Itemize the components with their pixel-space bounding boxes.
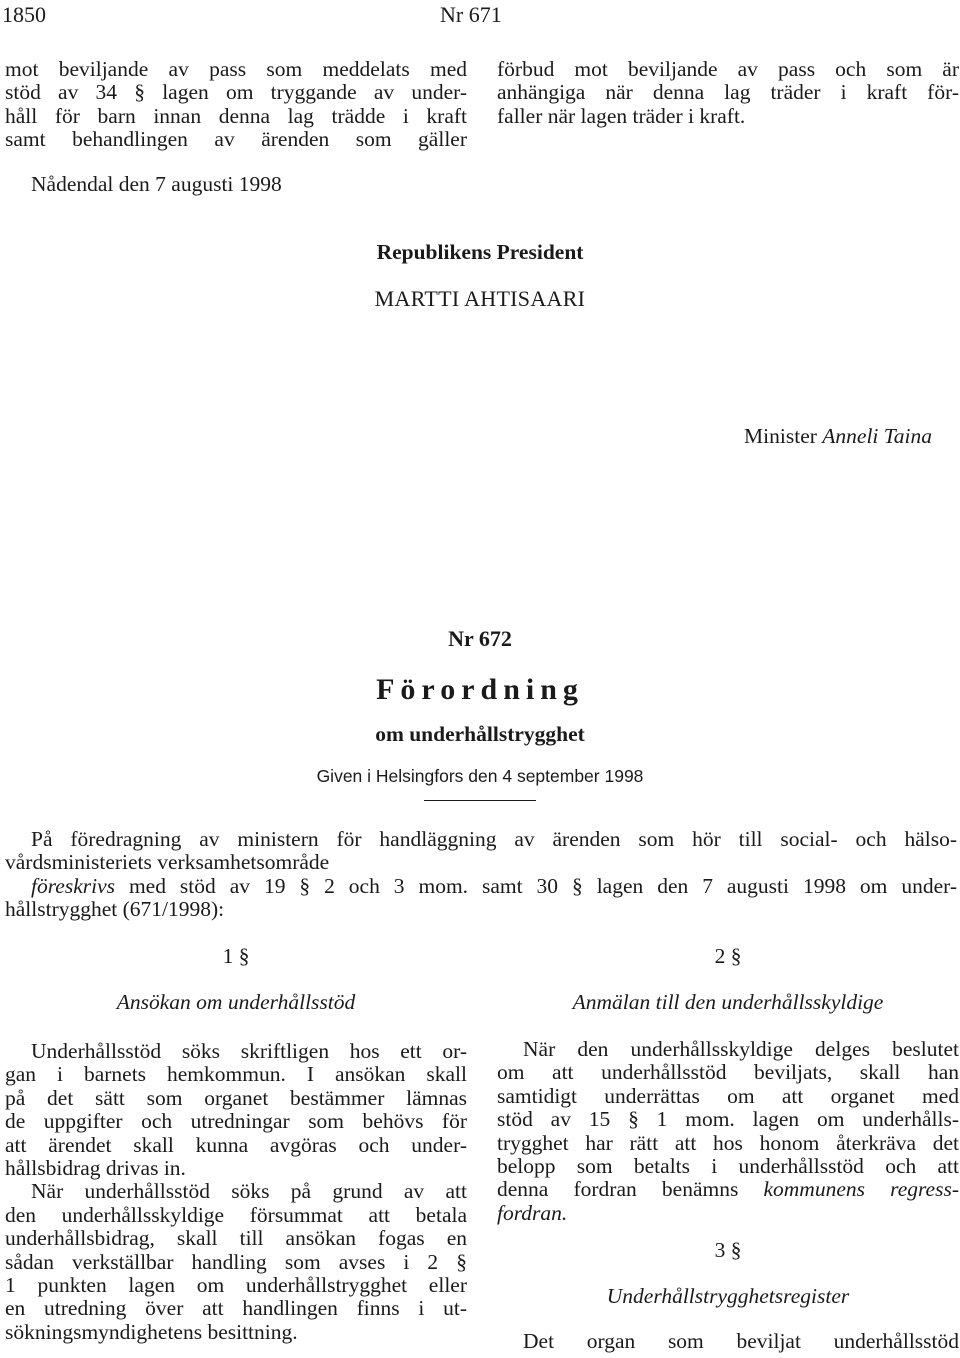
text-line: faller när lagen träder i kraft. [497, 103, 746, 128]
text-line: de uppgifter och utredningar som behövs för [5, 1109, 467, 1134]
preamble-rest: med stöd av 19 § 2 och 3 mom. samt 30 § lagen den 7 augusti 1998 om under- [115, 873, 957, 898]
text-span: denna fordran benämns [497, 1177, 764, 1202]
section-3-body [497, 1330, 959, 1353]
decree-type: Förordning [376, 673, 584, 706]
preamble-line [5, 875, 957, 898]
section-3-label: 3 § [714, 1238, 742, 1262]
text-line: Det organ som beviljat underhållsstöd [523, 1329, 959, 1353]
preamble [5, 828, 957, 922]
text-italic: kommunens regress- [763, 1177, 959, 1202]
text-line: att ärendet skall kunna avgöras och under- [5, 1132, 467, 1157]
text-line: gan i barnets hemkommun. I ansökan skall [5, 1062, 467, 1087]
text-line: den underhållsskyldige försummat att betala [5, 1202, 467, 1227]
place-date: Nådendal den 7 augusti 1998 [31, 172, 282, 196]
text-line [497, 1202, 959, 1225]
decree-subject: om underhållstrygghet [375, 722, 585, 746]
issue-number: Nr 671 [440, 2, 502, 27]
section-2-title: Anmälan till den underhållsskyldige [572, 990, 884, 1014]
text-line: sökningsmyndighetens besittning. [5, 1319, 298, 1344]
top-left-column [5, 58, 467, 152]
text-line: på det sätt som organet bestämmer lämnas [5, 1085, 467, 1110]
minister-name: Anneli Taina [822, 424, 932, 448]
text-line: När den underhållsskyldige delges beslutet [523, 1037, 959, 1061]
decree-given: Given i Helsingfors den 4 september 1998 [316, 766, 644, 786]
text-line: sådan verkställbar handling som avses i 2 § [5, 1249, 467, 1274]
section-1-body [5, 1040, 467, 1344]
text-line: anhängiga när denna lag träder i kraft för- [497, 80, 959, 105]
text-line: trygghet har rätt att hos honom återkräva det [497, 1130, 959, 1155]
text-line: hållsbidrag drivas in. [5, 1156, 186, 1181]
section-2-body [497, 1038, 959, 1225]
text-line: 1 punkten lagen om underhållstrygghet eller [5, 1273, 467, 1298]
top-right-column [497, 58, 959, 128]
page-number: 1850 [2, 2, 46, 27]
minister-signature [744, 424, 932, 449]
section-2-label: 2 § [714, 944, 742, 968]
preamble-line: hållstrygghet (671/1998): [5, 897, 225, 922]
divider-rule [424, 800, 536, 801]
text-line: stöd av 34 § lagen om tryggande av under- [5, 80, 467, 105]
section-3-title: Underhållstrygghetsregister [606, 1284, 850, 1308]
text-line: förbud mot beviljande av pass och som är [497, 57, 959, 81]
section-1-label: 1 § [222, 944, 250, 968]
decree-number: Nr 672 [448, 626, 512, 651]
minister-title: Minister [744, 424, 817, 448]
text-line [497, 1178, 959, 1201]
text-line: samt behandlingen av ärenden som gäller [5, 127, 467, 152]
text-line: stöd av 15 § 1 mom. lagen om underhålls- [497, 1107, 959, 1132]
preamble-italic: föreskrivs [31, 873, 115, 898]
preamble-line: På föredragning av ministern för handläggning av ärenden som hör till social- och hälso- [31, 827, 957, 851]
text-italic: fordran. [497, 1200, 568, 1225]
preamble-line: vårdsministeriets verksamhetsområde [5, 850, 330, 875]
section-1-title: Ansökan om underhållsstöd [116, 990, 356, 1014]
text-line: håll för barn innan denna lag trädde i kraft [5, 103, 467, 128]
text-line: om att underhållsstöd beviljats, skall han [497, 1060, 959, 1085]
text-line: mot beviljande av pass som meddelats med [5, 57, 467, 81]
text-line: Underhållsstöd söks skriftligen hos ett or- [31, 1039, 467, 1063]
text-line: belopp som betalts i underhållsstöd och att [497, 1154, 959, 1179]
text-line: samtidigt underrättas om att organet med [497, 1083, 959, 1108]
text-line: en utredning över att handlingen finns i ut- [5, 1296, 467, 1321]
signature-name: MARTTI AHTISAARI [374, 286, 586, 311]
text-line: När underhållsstöd söks på grund av att [31, 1179, 467, 1204]
signature-role: Republikens President [376, 240, 584, 264]
text-line: underhållsbidrag, skall till ansökan fogas en [5, 1226, 467, 1251]
